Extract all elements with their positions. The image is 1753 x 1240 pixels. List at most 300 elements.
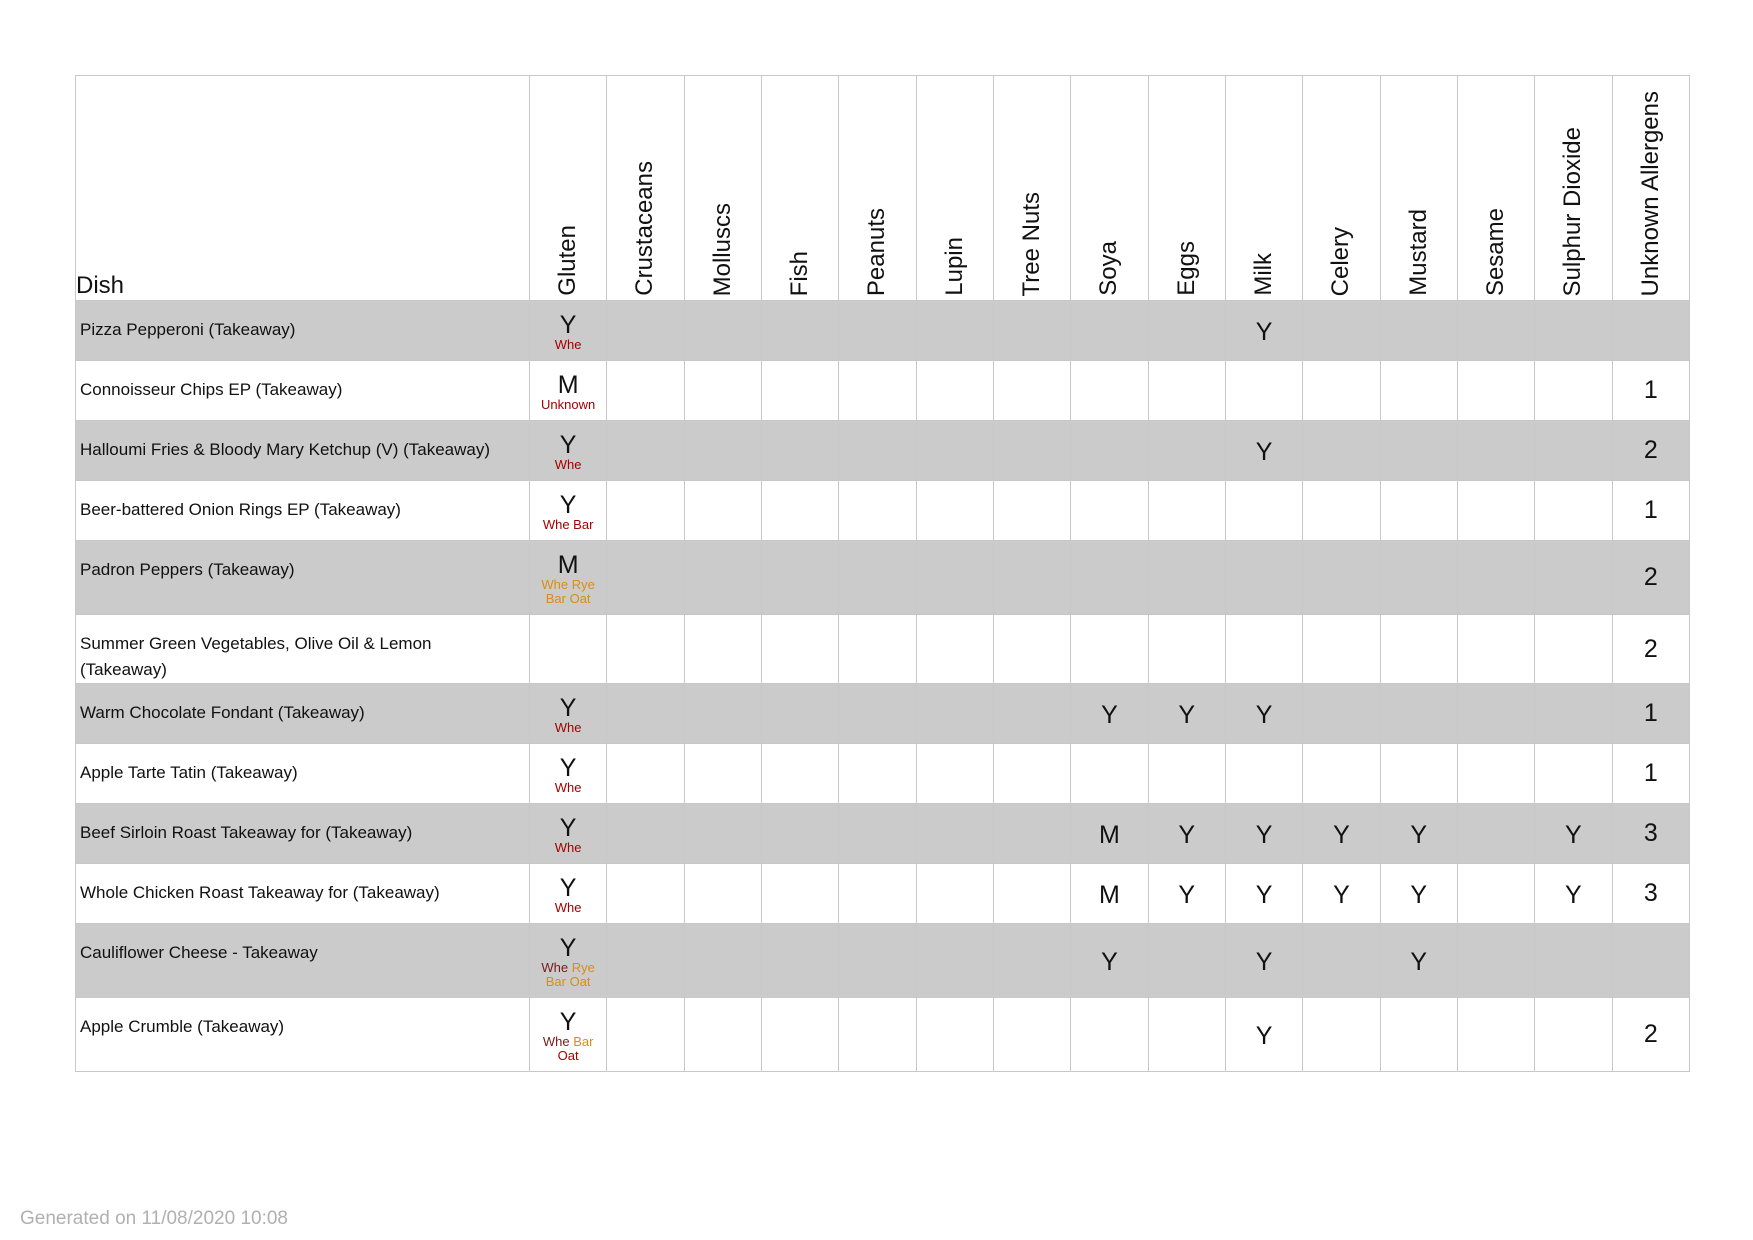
header-tree-nuts (993, 76, 1070, 301)
cell-eggs (1148, 684, 1225, 744)
cell-crustaceans (607, 615, 684, 684)
allergen-mark (1303, 647, 1379, 651)
cell-fish (761, 998, 838, 1072)
gluten-source-text: Whe Rye (541, 577, 595, 592)
allergen-mark: Y (1255, 821, 1273, 849)
cell-gluten (529, 804, 606, 864)
cell-soya (1071, 998, 1148, 1072)
allergen-table (75, 75, 1690, 1072)
cell-unknown (1612, 744, 1689, 804)
gluten-source-note (530, 961, 606, 989)
header-sesame (1457, 76, 1534, 301)
allergen-mark: Y (1178, 821, 1196, 849)
allergen-mark (1071, 772, 1147, 776)
dish-name: Beef Sirloin Roast Takeaway for (Takeaway) (76, 804, 530, 864)
allergen-mark: Y (1255, 701, 1273, 729)
cell-molluscs (684, 481, 761, 541)
allergen-mark: M (557, 551, 579, 579)
cell-soya (1071, 744, 1148, 804)
gluten-source-note (530, 1035, 606, 1063)
table-body (76, 301, 1690, 1072)
cell-gluten (529, 481, 606, 541)
allergen-mark: Y (559, 754, 577, 782)
cell-sulphur (1535, 301, 1612, 361)
header-fish (761, 76, 838, 301)
gluten-source-text: Whe (554, 840, 582, 855)
cell-lupin (916, 804, 993, 864)
allergen-mark (1226, 389, 1302, 393)
allergen-mark (1303, 449, 1379, 453)
allergen-mark (1381, 389, 1457, 393)
allergen-mark (1071, 647, 1147, 651)
cell-molluscs (684, 924, 761, 998)
gluten-source-text: Oat (557, 1048, 579, 1063)
cell-milk (1225, 924, 1302, 998)
header-label: Soya (1095, 241, 1123, 296)
cell-celery (1303, 998, 1380, 1072)
cell-crustaceans (607, 804, 684, 864)
cell-soya (1071, 615, 1148, 684)
allergen-mark (1226, 509, 1302, 513)
allergen-mark (1071, 449, 1147, 453)
allergen-mark (1226, 772, 1302, 776)
allergen-mark: Y (1178, 881, 1196, 909)
dish-name: Pizza Pepperoni (Takeaway) (76, 301, 530, 361)
cell-mustard (1380, 361, 1457, 421)
header-label: Gluten (554, 225, 582, 296)
allergen-mark (1303, 712, 1379, 716)
unknown-count: 2 (1643, 563, 1658, 591)
gluten-source-text: Whe (554, 337, 582, 352)
cell-milk (1225, 481, 1302, 541)
cell-celery (1303, 301, 1380, 361)
cell-sesame (1457, 421, 1534, 481)
allergen-mark (1149, 449, 1225, 453)
allergen-mark (1303, 1033, 1379, 1037)
dish-name: Padron Peppers (Takeaway) (76, 541, 530, 615)
gluten-source-text: Bar (569, 1034, 594, 1049)
cell-sulphur (1535, 998, 1612, 1072)
cell-molluscs (684, 541, 761, 615)
cell-fish (761, 481, 838, 541)
cell-fish (761, 361, 838, 421)
cell-mustard (1380, 684, 1457, 744)
allergen-mark (1303, 576, 1379, 580)
cell-gluten (529, 744, 606, 804)
allergen-mark: Y (1565, 881, 1582, 909)
cell-celery (1303, 615, 1380, 684)
allergen-mark: Y (1255, 1022, 1273, 1050)
gluten-source-note (530, 721, 606, 735)
table-row (76, 924, 1690, 998)
gluten-source-note (530, 518, 606, 532)
allergen-mark: Y (1565, 821, 1582, 849)
allergen-mark (1149, 1033, 1225, 1037)
cell-soya (1071, 421, 1148, 481)
cell-soya (1071, 864, 1148, 924)
gluten-source-note (530, 458, 606, 472)
cell-peanuts (839, 684, 916, 744)
allergen-mark (1381, 712, 1457, 716)
cell-treenuts (993, 804, 1070, 864)
allergen-mark (530, 647, 606, 651)
header-label: Crustaceans (631, 161, 659, 296)
cell-crustaceans (607, 421, 684, 481)
allergen-mark: Y (1410, 948, 1428, 976)
allergen-mark (1226, 647, 1302, 651)
cell-peanuts (839, 481, 916, 541)
cell-unknown (1612, 301, 1689, 361)
cell-celery (1303, 361, 1380, 421)
cell-peanuts (839, 924, 916, 998)
allergen-mark (1149, 509, 1225, 513)
unknown-count: 2 (1643, 1020, 1658, 1048)
cell-treenuts (993, 684, 1070, 744)
cell-treenuts (993, 744, 1070, 804)
allergen-mark (1071, 576, 1147, 580)
header-label: Unknown Allergens (1636, 90, 1664, 296)
allergen-mark: Y (1255, 881, 1273, 909)
cell-peanuts (839, 421, 916, 481)
cell-eggs (1148, 361, 1225, 421)
cell-sulphur (1535, 361, 1612, 421)
cell-crustaceans (607, 924, 684, 998)
header-label: Molluscs (708, 202, 736, 296)
gluten-source-text: Whe (554, 780, 582, 795)
allergen-mark (1381, 329, 1457, 333)
allergen-mark (1149, 647, 1225, 651)
gluten-source-text: Unknown (541, 397, 596, 412)
header-eggs (1148, 76, 1225, 301)
cell-unknown (1612, 421, 1689, 481)
table-row (76, 301, 1690, 361)
cell-eggs (1148, 998, 1225, 1072)
cell-milk (1225, 864, 1302, 924)
cell-mustard (1380, 998, 1457, 1072)
allergen-mark (1303, 329, 1379, 333)
cell-sulphur (1535, 744, 1612, 804)
cell-unknown (1612, 541, 1689, 615)
cell-treenuts (993, 361, 1070, 421)
unknown-count: 1 (1643, 759, 1658, 787)
allergen-mark (1303, 772, 1379, 776)
allergen-mark: Y (559, 694, 577, 722)
cell-eggs (1148, 924, 1225, 998)
cell-unknown (1612, 615, 1689, 684)
table-row (76, 361, 1690, 421)
cell-molluscs (684, 744, 761, 804)
cell-peanuts (839, 864, 916, 924)
cell-fish (761, 615, 838, 684)
cell-molluscs (684, 804, 761, 864)
cell-eggs (1148, 481, 1225, 541)
header-label: Sulphur Dioxide (1559, 126, 1587, 296)
cell-milk (1225, 301, 1302, 361)
allergen-mark (1535, 647, 1611, 651)
cell-celery (1303, 481, 1380, 541)
allergen-mark: Y (1255, 438, 1273, 466)
header-row (76, 76, 1690, 301)
allergen-mark (1535, 329, 1611, 333)
cell-lupin (916, 361, 993, 421)
cell-lupin (916, 684, 993, 744)
header-label: Sesame (1482, 207, 1510, 296)
allergen-mark (1535, 959, 1611, 963)
cell-sulphur (1535, 541, 1612, 615)
table-row (76, 615, 1690, 684)
cell-molluscs (684, 864, 761, 924)
cell-peanuts (839, 998, 916, 1072)
cell-celery (1303, 684, 1380, 744)
cell-treenuts (993, 481, 1070, 541)
cell-sulphur (1535, 864, 1612, 924)
cell-eggs (1148, 804, 1225, 864)
cell-milk (1225, 361, 1302, 421)
allergen-mark (1381, 576, 1457, 580)
header-celery (1303, 76, 1380, 301)
table-row (76, 744, 1690, 804)
dish-name: Beer-battered Onion Rings EP (Takeaway) (76, 481, 530, 541)
allergen-mark (1535, 509, 1611, 513)
unknown-count: 1 (1643, 496, 1658, 524)
cell-fish (761, 301, 838, 361)
allergen-mark: Y (559, 491, 577, 519)
cell-mustard (1380, 804, 1457, 864)
cell-milk (1225, 541, 1302, 615)
cell-sesame (1457, 301, 1534, 361)
gluten-source-note (530, 901, 606, 915)
cell-molluscs (684, 421, 761, 481)
allergen-mark (1303, 959, 1379, 963)
cell-mustard (1380, 301, 1457, 361)
allergen-mark: Y (559, 1008, 577, 1036)
dish-name: Connoisseur Chips EP (Takeaway) (76, 361, 530, 421)
allergen-mark: Y (559, 814, 577, 842)
cell-fish (761, 684, 838, 744)
allergen-mark (1149, 959, 1225, 963)
cell-gluten (529, 924, 606, 998)
header-lupin (916, 76, 993, 301)
table-row (76, 684, 1690, 744)
cell-fish (761, 924, 838, 998)
cell-lupin (916, 301, 993, 361)
cell-fish (761, 744, 838, 804)
header-label: Fish (786, 250, 814, 296)
allergen-mark: M (1099, 821, 1120, 849)
allergen-mark: Y (1101, 701, 1118, 729)
cell-treenuts (993, 541, 1070, 615)
header-label: Eggs (1172, 241, 1200, 296)
allergen-mark: Y (1101, 948, 1118, 976)
unknown-count: 3 (1643, 879, 1658, 907)
allergen-mark (1381, 1033, 1457, 1037)
cell-fish (761, 804, 838, 864)
cell-sulphur (1535, 924, 1612, 998)
cell-celery (1303, 804, 1380, 864)
header-crustaceans (607, 76, 684, 301)
cell-mustard (1380, 421, 1457, 481)
cell-eggs (1148, 541, 1225, 615)
cell-sesame (1457, 804, 1534, 864)
header-sulphur-dioxide (1535, 76, 1612, 301)
header-milk (1225, 76, 1302, 301)
cell-unknown (1612, 864, 1689, 924)
gluten-source-note (530, 398, 606, 412)
cell-crustaceans (607, 301, 684, 361)
cell-sesame (1457, 541, 1534, 615)
cell-gluten (529, 684, 606, 744)
unknown-count: 2 (1643, 436, 1658, 464)
allergen-mark: Y (1178, 701, 1196, 729)
cell-unknown (1612, 481, 1689, 541)
gluten-source-text: Whe Bar (542, 517, 594, 532)
cell-soya (1071, 924, 1148, 998)
dish-name: Summer Green Vegetables, Olive Oil & Lemon (Takeaway) (76, 615, 530, 684)
allergen-mark (1149, 772, 1225, 776)
table-row (76, 864, 1690, 924)
table-row (76, 421, 1690, 481)
cell-eggs (1148, 615, 1225, 684)
gluten-source-text: Bar Oat (545, 974, 591, 989)
allergen-mark (1303, 509, 1379, 513)
cell-crustaceans (607, 541, 684, 615)
cell-peanuts (839, 804, 916, 864)
allergen-mark: Y (559, 934, 577, 962)
allergen-mark: Y (559, 431, 577, 459)
gluten-source-note (530, 781, 606, 795)
gluten-source-text: Whe (554, 900, 582, 915)
table-row (76, 804, 1690, 864)
cell-fish (761, 541, 838, 615)
cell-lupin (916, 864, 993, 924)
cell-sesame (1457, 684, 1534, 744)
header-label: Milk (1250, 253, 1278, 296)
cell-crustaceans (607, 744, 684, 804)
cell-crustaceans (607, 361, 684, 421)
cell-celery (1303, 924, 1380, 998)
dish-name: Apple Tarte Tatin (Takeaway) (76, 744, 530, 804)
cell-peanuts (839, 361, 916, 421)
unknown-count: 2 (1643, 634, 1658, 663)
cell-lupin (916, 615, 993, 684)
header-label: Celery (1327, 226, 1355, 296)
unknown-count: 3 (1643, 819, 1658, 847)
generated-timestamp: Generated on 11/08/2020 10:08 (20, 1208, 288, 1229)
cell-treenuts (993, 301, 1070, 361)
cell-sulphur (1535, 684, 1612, 744)
allergen-mark (1535, 576, 1611, 580)
allergen-mark (1149, 329, 1225, 333)
cell-lupin (916, 744, 993, 804)
cell-crustaceans (607, 481, 684, 541)
allergen-mark (1071, 1033, 1147, 1037)
cell-crustaceans (607, 998, 684, 1072)
cell-milk (1225, 804, 1302, 864)
cell-soya (1071, 301, 1148, 361)
cell-sulphur (1535, 421, 1612, 481)
cell-gluten (529, 615, 606, 684)
cell-milk (1225, 744, 1302, 804)
allergen-mark (1226, 576, 1302, 580)
allergen-mark: Y (1255, 318, 1273, 346)
gluten-source-note (530, 578, 606, 606)
allergen-mark (1535, 449, 1611, 453)
gluten-source-note (530, 841, 606, 855)
allergen-mark (1535, 712, 1611, 716)
cell-milk (1225, 421, 1302, 481)
cell-lupin (916, 481, 993, 541)
allergen-mark (1149, 576, 1225, 580)
cell-unknown (1612, 684, 1689, 744)
cell-sesame (1457, 481, 1534, 541)
allergen-mark (1303, 389, 1379, 393)
cell-mustard (1380, 864, 1457, 924)
dish-name: Cauliflower Cheese - Takeaway (76, 924, 530, 998)
gluten-source-text: Whe (541, 960, 569, 975)
gluten-source-text: Whe (554, 457, 582, 472)
header-label: Tree Nuts (1018, 191, 1046, 296)
allergen-mark (1071, 389, 1147, 393)
allergen-mark: M (1099, 881, 1120, 909)
cell-lupin (916, 924, 993, 998)
cell-molluscs (684, 998, 761, 1072)
cell-unknown (1612, 924, 1689, 998)
cell-treenuts (993, 615, 1070, 684)
cell-sesame (1457, 864, 1534, 924)
cell-mustard (1380, 541, 1457, 615)
allergen-mark: Y (559, 874, 577, 902)
allergen-mark: Y (1410, 881, 1428, 909)
unknown-count: 1 (1643, 699, 1658, 727)
allergen-mark: Y (1255, 948, 1273, 976)
cell-sulphur (1535, 481, 1612, 541)
cell-eggs (1148, 744, 1225, 804)
cell-celery (1303, 541, 1380, 615)
gluten-source-text: Rye (568, 960, 595, 975)
allergen-mark (1149, 389, 1225, 393)
allergen-mark: Y (559, 311, 577, 339)
cell-lupin (916, 998, 993, 1072)
cell-unknown (1612, 998, 1689, 1072)
cell-gluten (529, 864, 606, 924)
cell-molluscs (684, 301, 761, 361)
allergen-mark (1535, 1033, 1611, 1037)
cell-gluten (529, 541, 606, 615)
cell-celery (1303, 744, 1380, 804)
allergen-mark (1381, 647, 1457, 651)
cell-gluten (529, 998, 606, 1072)
allergen-mark (1381, 772, 1457, 776)
cell-milk (1225, 615, 1302, 684)
allergen-mark (1071, 509, 1147, 513)
cell-lupin (916, 421, 993, 481)
cell-fish (761, 864, 838, 924)
cell-soya (1071, 684, 1148, 744)
cell-sesame (1457, 361, 1534, 421)
cell-sulphur (1535, 615, 1612, 684)
cell-sesame (1457, 998, 1534, 1072)
cell-unknown (1612, 361, 1689, 421)
cell-lupin (916, 541, 993, 615)
cell-eggs (1148, 301, 1225, 361)
cell-gluten (529, 301, 606, 361)
allergen-mark: Y (1333, 821, 1350, 849)
cell-crustaceans (607, 684, 684, 744)
header-soya (1071, 76, 1148, 301)
cell-sesame (1457, 924, 1534, 998)
cell-soya (1071, 804, 1148, 864)
table-row (76, 541, 1690, 615)
